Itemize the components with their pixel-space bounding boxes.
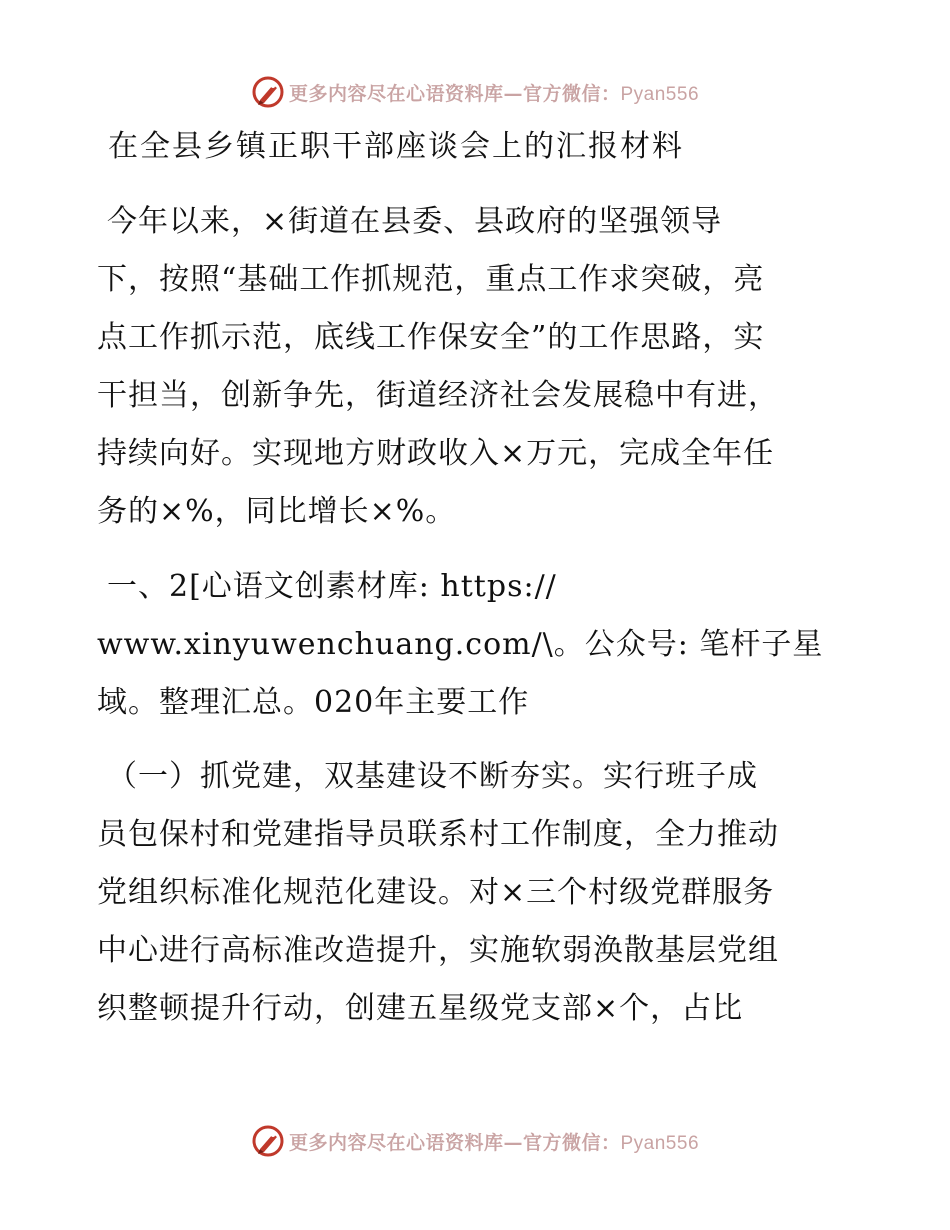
header-watermark	[0, 72, 950, 112]
paragraph-line: 党组织标准化规范化建设。对×三个村级党群服务	[97, 875, 775, 910]
watermark-text: 更多内容尽在心语资料库—官方微信：Pyan556	[288, 82, 700, 105]
watermark-text: 更多内容尽在心语资料库—官方微信：Pyan556	[288, 1131, 700, 1154]
paragraph-line: （一）抓党建，双基建设不断夯实。实行班子成	[107, 759, 758, 794]
watermark-wechat-id: Pyan556	[620, 1132, 700, 1154]
paragraph-section-heading	[97, 558, 849, 732]
paragraph-line: 下，按照“基础工作抓规范，重点工作求突破，亮	[97, 262, 765, 297]
paragraph-line: 员包保村和党建指导员联系村工作制度，全力推动	[97, 817, 779, 852]
footer-watermark	[0, 1121, 950, 1161]
pen-logo-icon	[251, 1124, 285, 1158]
paragraph-line: 点工作抓示范，底线工作保安全”的工作思路，实	[97, 320, 765, 355]
pen-logo-icon	[251, 75, 285, 109]
paragraph-line: 持续向好。实现地方财政收入×万元，完成全年任	[97, 436, 775, 471]
paragraph-line: 域。整理汇总。020年主要工作	[97, 685, 530, 720]
paragraph-party-building	[97, 748, 849, 1038]
paragraph-line: 务的×%，同比增长×%。	[97, 494, 457, 529]
paragraph-line: www.xinyuwenchuang.com/\。公众号: 笔杆子星	[97, 627, 824, 662]
paragraph-line: 织整顿提升行动，创建五星级党支部×个，占比	[97, 991, 744, 1026]
watermark-wechat-id: Pyan556	[620, 83, 700, 105]
paragraph-intro	[97, 193, 849, 541]
paragraph-line: 中心进行高标准改造提升，实施软弱涣散基层党组	[97, 933, 779, 968]
document-title: 在全县乡镇正职干部座谈会上的汇报材料	[108, 129, 684, 164]
paragraph-line: 干担当，创新争先，街道经济社会发展稳中有进，	[97, 378, 779, 413]
paragraph-line: 今年以来，×街道在县委、县政府的坚强领导	[107, 204, 723, 239]
paragraph-line: 一、2[心语文创素材库: https://	[107, 569, 557, 604]
